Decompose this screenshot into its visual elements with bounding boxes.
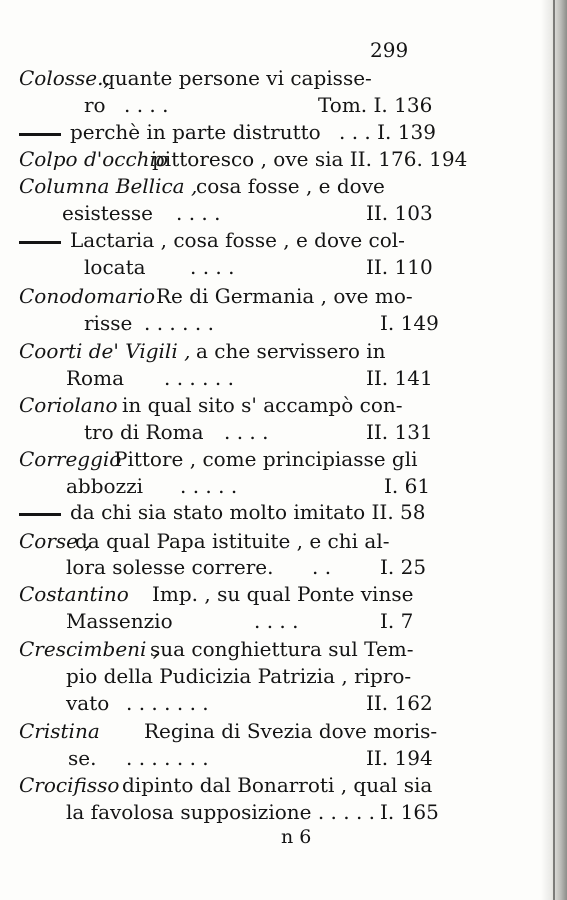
entry-text: dipinto dal Bonarroti , qual sia [122,773,433,797]
entry-keyword: Corse , [19,529,91,553]
entry-reference: II. 103 [366,201,433,225]
entry-text: sua conghiettura sul Tem- [150,637,414,661]
entry-text: perchè in parte distrutto [70,120,321,144]
entry-text: vato [66,691,110,715]
entry-reference: I. 149 [380,311,439,335]
entry-reference: II. 110 [366,255,433,279]
index-line [0,93,540,120]
entry-keyword: Columna Bellica , [19,174,198,198]
entry-keyword: Conodomario [19,284,155,308]
entry-text: esistesse [62,201,153,225]
entry-reference: . . . I. 139 [339,120,436,144]
entry-text: quante persone vi capisse- [102,66,372,90]
leader-dots: . . [312,555,332,579]
entry-text: locata [84,255,146,279]
entry-text: Imp. , su qual Ponte vinse [152,582,414,606]
ditto-dash [19,241,61,244]
index-line [0,582,540,609]
entry-keyword: Correggio [19,447,122,471]
index-line [0,66,540,93]
entry-reference: II. 141 [366,366,433,390]
leader-dots: . . . . . . [164,366,234,390]
leader-dots: . . . . [124,93,169,117]
entry-keyword: Colpo d'occhio [19,147,169,171]
index-line [0,529,540,556]
entry-reference: I. 25 [380,555,427,579]
entry-text: Lactaria , cosa fosse , e dove col- [70,228,405,252]
entry-text: lora solesse correre. [66,555,274,579]
index-line [0,555,540,582]
entry-text: se. [68,746,97,770]
entry-text: abbozzi [66,474,144,498]
entry-text: in qual sito s' accampò con- [122,393,403,417]
entry-reference: I. 7 [380,609,414,633]
leader-dots: . . . . [224,420,269,444]
entry-keyword: Crescimbeni , [19,637,160,661]
entry-text: risse [84,311,133,335]
index-line [0,120,540,147]
entry-reference: II. 131 [366,420,433,444]
index-line [0,746,540,773]
entry-text: Massenzio [66,609,173,633]
entry-text: Pittore , come principiasse gli [114,447,418,471]
index-line [0,773,540,800]
leader-dots: . . . . [176,201,221,225]
entry-text: da chi sia stato molto imitato II. 58 [70,500,426,524]
gutter-edge-line [553,0,555,900]
index-line [0,174,540,201]
index-line [0,800,540,827]
entry-reference: I. 165 [380,800,439,824]
entry-keyword: Cristina [19,719,100,743]
index-line [0,339,540,366]
entry-text: cosa fosse , e dove [196,174,385,198]
entry-text: ro [84,93,106,117]
entry-text: Re di Germania , ove mo- [156,284,413,308]
index-line [0,420,540,447]
index-line [0,609,540,636]
entry-text: tro di Roma [84,420,204,444]
entry-text: Regina di Svezia dove moris- [144,719,438,743]
entry-reference: Tom. I. 136 [318,93,433,117]
index-line [0,311,540,338]
index-line [0,637,540,664]
leader-dots: . . . . [254,609,299,633]
index-line [0,474,540,501]
index-line [0,147,540,174]
entry-text: pio della Pudicizia Patrizia , ripro- [66,664,412,688]
index-line [0,500,540,527]
leader-dots: . . . . . [180,474,238,498]
leader-dots: . . . . [190,255,235,279]
leader-dots: . . . . . . [144,311,214,335]
entry-reference: I. 61 [384,474,431,498]
entry-text: Roma [66,366,124,390]
index-line [0,664,540,691]
entry-keyword: Coorti de' Vigili , [19,339,191,363]
leader-dots: . . . . . . . [126,691,209,715]
entry-keyword: Crocifisso [19,773,120,797]
entry-text: da qual Papa istituite , e chi al- [75,529,390,553]
index-line [0,691,540,718]
index-line [0,719,540,746]
index-line [0,447,540,474]
entry-reference: II. 194 [366,746,433,770]
entry-keyword: Colosse., [19,66,110,90]
entry-keyword: Coriolano [19,393,118,417]
entry-reference: II. 162 [366,691,433,715]
index-line [0,284,540,311]
leader-dots: . . . . . . . [126,746,209,770]
index-line [0,255,540,282]
ditto-dash [19,133,61,136]
entry-keyword: Costantino [19,582,129,606]
page-number: 299 [370,38,409,62]
ditto-dash [19,513,61,516]
entry-text: a che servissero in [196,339,386,363]
signature-mark: n 6 [281,826,312,848]
entry-text: pittoresco , ove sia II. 176. 194 [152,147,468,171]
entry-text: la favolosa supposizione . . . . . [66,800,376,824]
index-line [0,393,540,420]
index-line [0,228,540,255]
index-line [0,201,540,228]
index-line [0,366,540,393]
